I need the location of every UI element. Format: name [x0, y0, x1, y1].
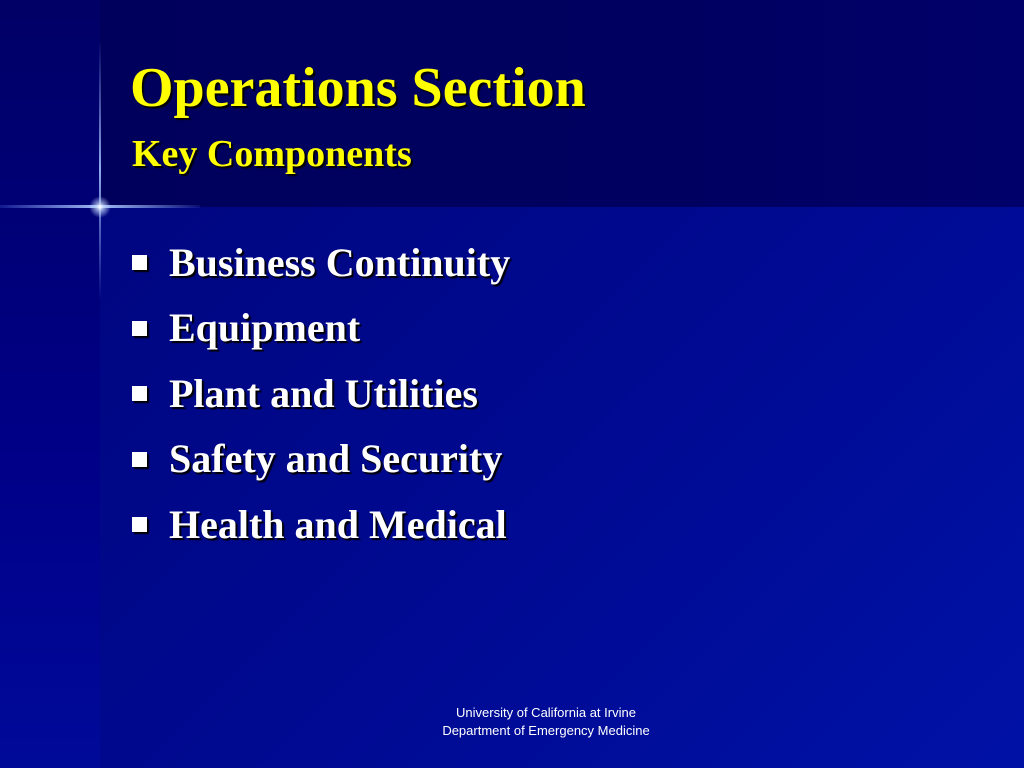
list-item	[132, 492, 510, 558]
left-background-band	[0, 0, 100, 768]
bullet-list	[132, 230, 510, 558]
decorative-vertical-line	[99, 40, 101, 300]
list-item	[132, 361, 510, 427]
sparkle-cross-icon	[89, 196, 111, 218]
bullet-text: Equipment	[169, 305, 361, 351]
square-bullet-icon	[132, 452, 147, 467]
bullet-text: Business Continuity	[169, 239, 511, 285]
list-item	[132, 296, 510, 362]
square-bullet-icon	[132, 321, 147, 336]
bullet-text: Safety and Security	[169, 436, 503, 482]
bullet-text: Health and Medical	[169, 501, 507, 547]
slide-subtitle: Key Components	[132, 133, 412, 175]
slide-footer	[380, 704, 712, 740]
footer-department: Department of Emergency Medicine	[442, 723, 650, 738]
square-bullet-icon	[132, 517, 147, 532]
bullet-text: Plant and Utilities	[169, 370, 478, 416]
square-bullet-icon	[132, 386, 147, 401]
square-bullet-icon	[132, 255, 147, 270]
list-item	[132, 230, 510, 296]
slide-title: Operations Section	[130, 57, 586, 119]
list-item	[132, 427, 510, 493]
footer-institution: University of California at Irvine	[456, 705, 636, 720]
